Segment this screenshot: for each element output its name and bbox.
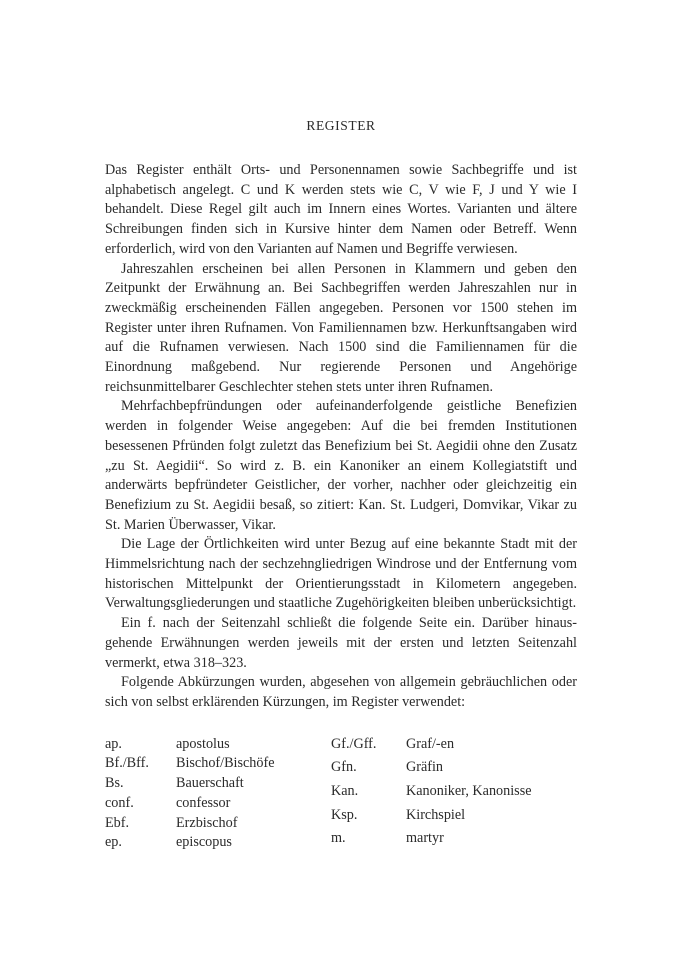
abbreviation-key: Kan. — [331, 782, 359, 799]
abbreviation-key: ap. — [105, 735, 122, 752]
abbreviation-column-left — [105, 735, 331, 853]
abbreviation-meaning: Bauerschaft — [176, 775, 244, 792]
body-text — [105, 161, 577, 713]
abbreviation-key: Bf./Bff. — [105, 755, 149, 772]
abbreviation-meaning: Kanoniker, Kanonisse — [406, 782, 532, 799]
abbreviation-meaning: apostolus — [176, 735, 230, 752]
abbreviation-meaning: confessor — [176, 794, 231, 811]
abbreviation-key: Gfn. — [331, 759, 357, 776]
abbreviation-table — [105, 735, 577, 853]
abbreviation-meaning: Gräfin — [406, 759, 444, 776]
abbreviation-key: conf. — [105, 794, 134, 811]
abbreviation-key: Bs. — [105, 775, 124, 792]
abbreviation-key: Ksp. — [331, 806, 358, 823]
paragraph-2: Jahreszahlen erscheinen bei allen Personen in Klammern und geben den Zeitpunkt der Erwähnung an. Bei Sachbegriffen werden Jahreszahlen nur in zweckmäßig erscheinenden Fällen angegeben. Personen vor 1500 stehen im Register unter ihren Rufnamen. Von Familiennamen bzw. Herkunftsangaben wird auf die Rufnamen verwiesen. Nach 1500 sind die Familiennamen für die Einordnung maßgebend. Nur regierende Personen und Angehörige reichsunmittelbarer Geschlechter stehen stets unter ihren Rufnamen. — [105, 260, 577, 395]
abbreviation-meaning: martyr — [406, 830, 444, 847]
document-page — [105, 118, 577, 853]
paragraph-3: Mehrfachbepfründungen oder aufeinanderfolgende geistliche Benefizien werden in folgender Weise angegeben: Auf die bei fremden Institutionen besessenen Pfründen folgt zuletzt das Benefizium bei St. Aegidii ohne den Zusatz „zu St. Aegidii“. So wird z. B. ein Kanoniker an einem Kollegiatstift und anderwärts bepfründeter Geistlicher, der vorher, nachher oder gleichzeitig ein Benefizium zu St. Aegidii besaß, so zitiert: Kan. St. Ludgeri, Domvikar, Vikar zu St. Marien Überwasser, Vikar. — [105, 398, 577, 533]
paragraph-6: Folgende Abkürzungen wurden, abgesehen von allgemein gebräuchlichen oder sich von selbst erklärenden Kürzungen, im Register verwendet: — [105, 674, 577, 710]
abbreviation-column-right — [331, 735, 576, 853]
abbreviation-key: Ebf. — [105, 814, 130, 831]
paragraph-4: Die Lage der Örtlichkeiten wird unter Bezug auf eine bekannte Stadt mit der Himmelsrichtung nach der sechzehngliedrigen Windrose und der Entfernung vom historischen Mittelpunkt der Orientierungsstadt in Kilometern angegeben. Verwaltungsgliederungen und staatliche Zugehörigkeiten bleiben unberücksichtigt. — [105, 536, 577, 612]
abbreviation-meaning: Kirchspiel — [406, 806, 466, 823]
abbreviation-key: Gf./Gff. — [331, 735, 377, 752]
abbreviation-meaning: Bischof/Bischöfe — [176, 755, 275, 772]
page-title: REGISTER — [306, 118, 376, 133]
abbreviation-meaning: Graf/-en — [406, 735, 455, 752]
paragraph-5: Ein f. nach der Seitenzahl schließt die folgende Seite ein. Darüber hinausgehende Erwähnungen werden jeweils mit der ersten und letzten Seitenzahl vermerkt, etwa 318–323. — [105, 615, 577, 671]
abbreviation-key: ep. — [105, 834, 122, 851]
abbreviation-key: m. — [331, 830, 346, 847]
abbreviation-meaning: Erzbischof — [176, 814, 238, 831]
paragraph-1: Das Register enthält Orts- und Personennamen sowie Sachbegriffe und ist alphabetisch angelegt. C und K werden stets wie C, V wie F, J und Y wie I behandelt. Diese Regel gilt auch im Innern eines Wortes. Varianten und ältere Schreibungen finden sich in Kursive hinter dem Namen oder Betreff. Wenn erforderlich, wird von den Varianten auf Namen und Begriffe verwiesen. — [105, 162, 577, 257]
abbreviation-meaning: episcopus — [176, 834, 232, 851]
